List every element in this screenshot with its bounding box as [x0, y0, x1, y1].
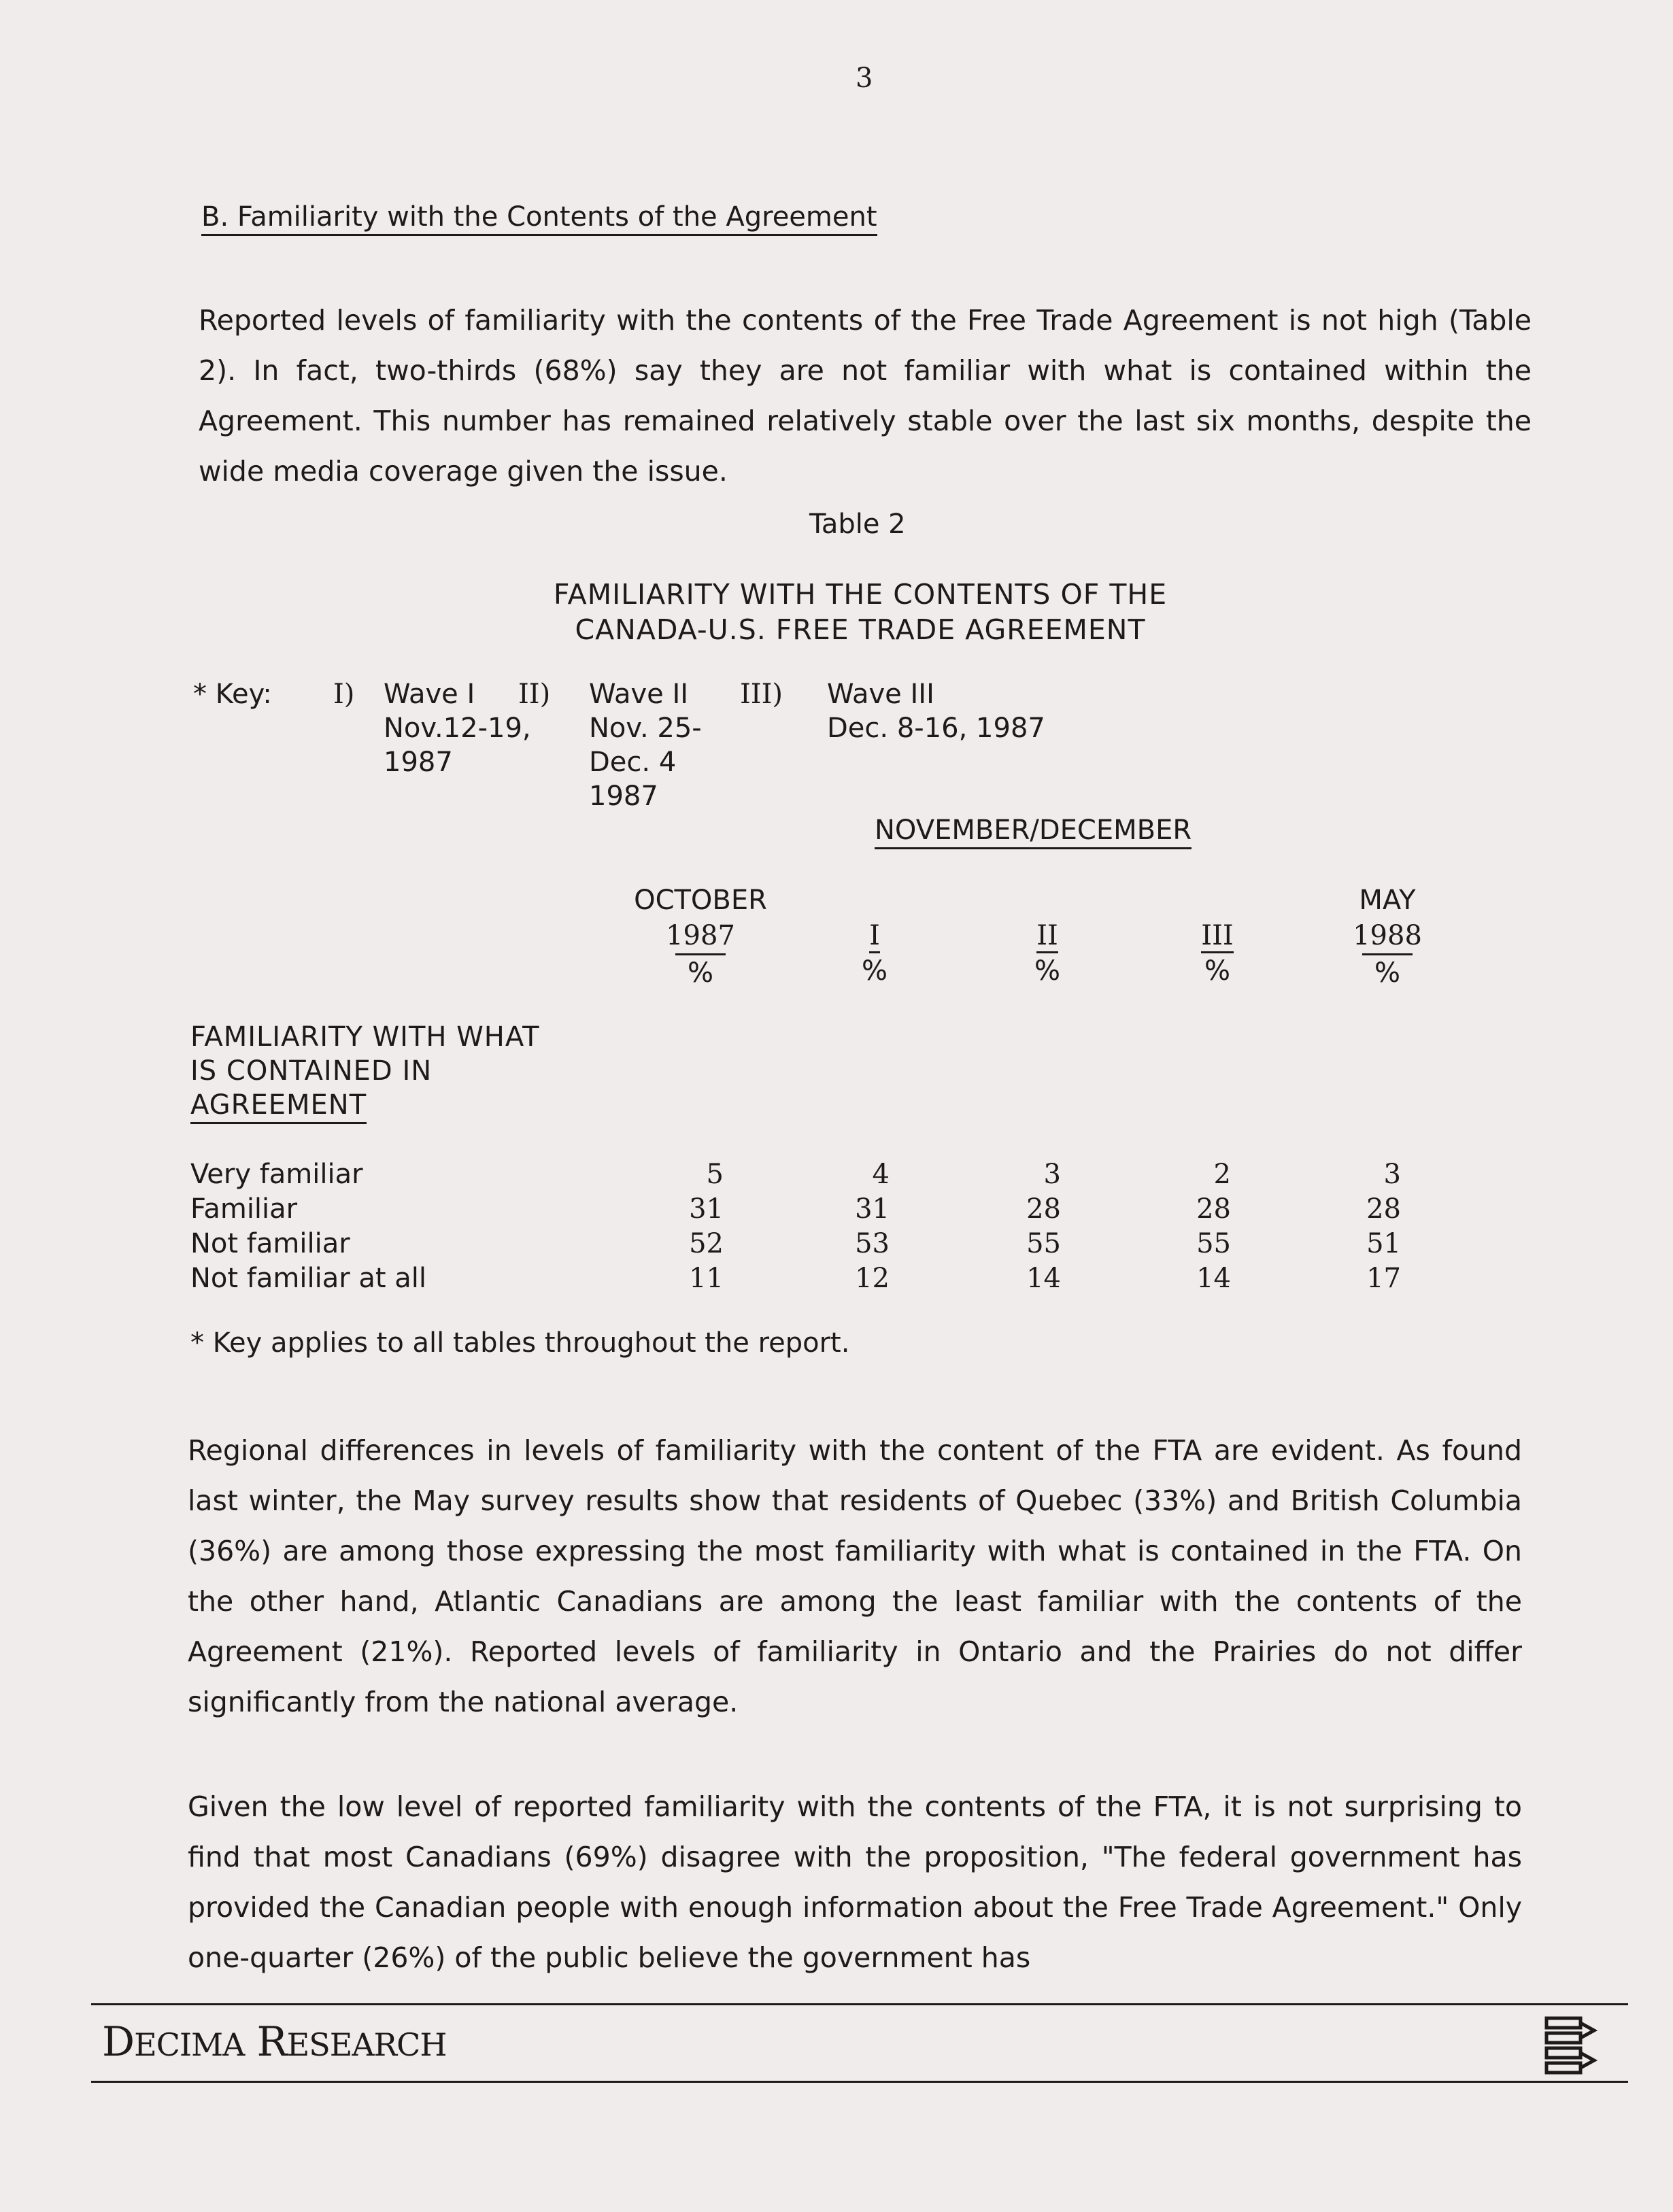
key-num-3: III) — [740, 679, 783, 710]
key-wave-1-line-1: Wave I — [384, 679, 475, 710]
column-header-line-2: III — [1201, 920, 1233, 953]
row-section-label-line-3: AGREEMENT — [190, 1088, 367, 1124]
logo-letter-r: R — [256, 2018, 287, 2066]
table-cell: 31 — [689, 1193, 724, 1225]
row-label-not-familiar-at-all: Not familiar at all — [190, 1263, 427, 1294]
table-title-line-1: FAMILIARITY WITH THE CONTENTS OF THE — [553, 578, 1168, 611]
row-section-label-line-1: FAMILIARITY WITH WHAT — [190, 1021, 540, 1053]
table-cell: 28 — [1026, 1193, 1061, 1225]
page-number: 3 — [856, 63, 873, 94]
table-cell: 55 — [1026, 1228, 1061, 1259]
paragraph-regional: Regional differences in levels of familiarity with the content of the FTA are evident. As found last winter, the May survey results show that residents of Quebec (33%) and British Columbia (36%) are among those expressing the most familiarity with what is contained in the FTA. On the other hand, Atlantic Canadians are among the least familiar with the contents of the Agreement (21%). Reported levels of familiarity in Ontario and the Prairies do not differ significantly from the national average. — [188, 1434, 1522, 1718]
footer-logo — [102, 2018, 447, 2066]
column-header-wave-2 — [986, 918, 1109, 989]
column-header-line-1: OCTOBER — [634, 885, 767, 916]
key-wave-1-line-3: 1987 — [384, 747, 453, 778]
paragraph-information: Given the low level of reported familiarity with the contents of the FTA, it is not surprising to find that most Canadians (69%) disagree with the proposition, "The federal government has provided the Canadian people with enough information about the Free Trade Agreement." Only one-quarter (26%) of the public believe the government has — [188, 1790, 1522, 1974]
table-title — [476, 577, 1245, 647]
column-may-1988 — [1319, 1157, 1401, 1296]
table-label: Table 2 — [809, 509, 906, 540]
table-cell: 3 — [1043, 1159, 1061, 1190]
key-label: * Key: — [193, 679, 272, 710]
column-wave-2 — [979, 1157, 1061, 1296]
column-header-wave-3 — [1156, 918, 1279, 989]
footer-bottom-rule — [91, 2081, 1628, 2083]
group-header-nov-dec: NOVEMBER/DECEMBER — [875, 815, 1192, 849]
row-section-label-line-2: IS CONTAINED IN — [190, 1055, 433, 1087]
key-wave-2-line-4: 1987 — [589, 781, 658, 812]
footer-top-rule — [91, 2003, 1628, 2005]
table-cell: 3 — [1383, 1159, 1401, 1190]
key-wave-2-line-1: Wave II — [589, 679, 689, 710]
table-cell: 51 — [1366, 1228, 1401, 1259]
column-wave-1 — [808, 1157, 890, 1296]
decima-logo-icon — [1544, 2013, 1598, 2081]
key-wave-2-line-2: Nov. 25- — [589, 713, 702, 744]
table-title-line-2: CANADA-U.S. FREE TRADE AGREEMENT — [575, 613, 1146, 646]
table-cell: 4 — [872, 1159, 890, 1190]
key-wave-2-line-3: Dec. 4 — [589, 747, 677, 778]
column-header-line-3: % — [675, 953, 726, 991]
column-header-line-2: 1988 — [1353, 920, 1422, 951]
paragraph-intro: Reported levels of familiarity with the contents of the Free Trade Agreement is not high (Table 2). In fact, two-thirds (68%) say they are not familiar with what is contained within the Agreement. This number has remained relatively stable over the last six months, despite the wide media coverage given the issue. — [199, 304, 1532, 488]
column-october-1987 — [642, 1157, 724, 1296]
table-cell: 14 — [1026, 1263, 1061, 1294]
table-cell: 5 — [706, 1159, 724, 1190]
section-heading: B. Familiarity with the Contents of the Agreement — [201, 201, 877, 236]
key-num-1: I) — [333, 679, 355, 710]
table-cell: 28 — [1196, 1193, 1231, 1225]
key-num-2: II) — [518, 679, 551, 710]
table-cell: 55 — [1196, 1228, 1231, 1259]
column-header-line-2: II — [1036, 920, 1058, 953]
table-cell: 14 — [1196, 1263, 1231, 1294]
row-label-very-familiar: Very familiar — [190, 1159, 363, 1190]
column-header-wave-1 — [813, 918, 936, 989]
key-wave-1-line-2: Nov.12-19, — [384, 713, 531, 744]
column-header-line-3: % — [1034, 955, 1060, 987]
row-label-not-familiar: Not familiar — [190, 1228, 350, 1259]
table-cell: 12 — [855, 1263, 890, 1294]
key-wave-3 — [827, 677, 1045, 745]
table-cell: 31 — [855, 1193, 890, 1225]
column-header-line-3: % — [861, 955, 888, 987]
key-wave-3-line-1: Wave III — [827, 679, 934, 710]
key-wave-3-line-2: Dec. 8-16, 1987 — [827, 713, 1045, 744]
table-cell: 11 — [689, 1263, 724, 1294]
column-header-line-2: 1987 — [666, 920, 735, 951]
key-wave-1 — [384, 677, 601, 779]
table-cell: 2 — [1213, 1159, 1231, 1190]
table-cell: 53 — [855, 1228, 890, 1259]
table-cell: 17 — [1366, 1263, 1401, 1294]
column-header-line-3: % — [1362, 953, 1413, 991]
logo-letter-d: D — [102, 2018, 135, 2066]
row-section-label — [190, 1020, 540, 1124]
row-labels — [190, 1157, 426, 1296]
key-note: * Key applies to all tables throughout the report. — [190, 1327, 850, 1359]
row-label-familiar: Familiar — [190, 1193, 298, 1225]
logo-text-ecima: ECIMA — [134, 2026, 245, 2063]
column-header-line-2: I — [869, 920, 880, 953]
column-header-line-3: % — [1204, 955, 1230, 987]
table-cell: 28 — [1366, 1193, 1401, 1225]
table-cell: 52 — [689, 1228, 724, 1259]
column-header-october-1987 — [619, 883, 782, 991]
logo-text-esearch: ESEARCH — [286, 2026, 447, 2063]
column-header-may-1988 — [1313, 883, 1462, 991]
column-header-line-1: MAY — [1359, 885, 1416, 916]
column-wave-3 — [1149, 1157, 1231, 1296]
